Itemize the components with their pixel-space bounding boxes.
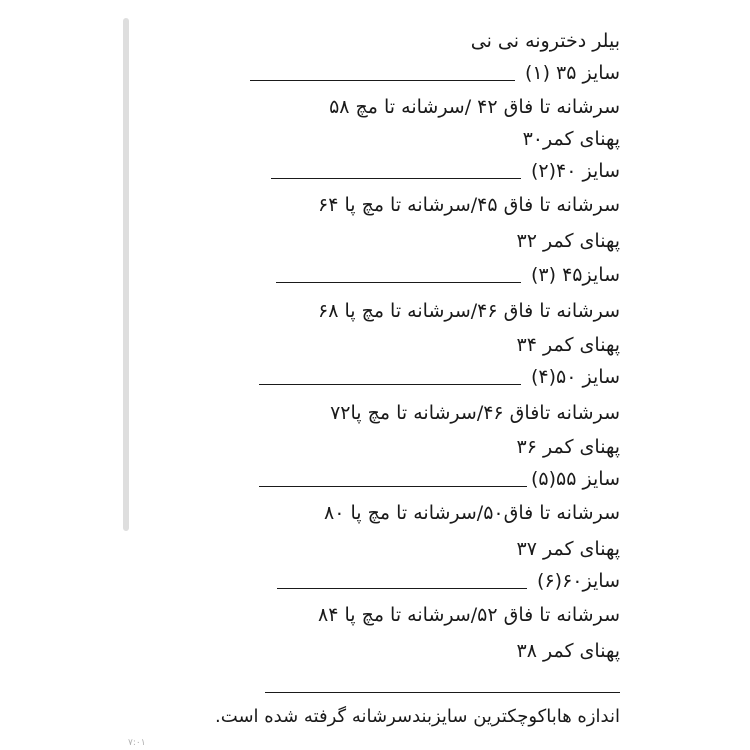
size-4-label: سایز ۵۰(۴) <box>530 366 620 388</box>
size-1-rule <box>250 80 515 81</box>
size-5-shoulder: سرشانه تا فاق۵۰/سرشانه تا مچ پا ۸۰ <box>324 502 620 524</box>
document-title: بیلر دخترونه نی نی <box>470 30 620 52</box>
size-5-rule <box>259 486 527 487</box>
scrollbar[interactable] <box>123 18 129 531</box>
size-6-label: سایز۶۰(۶) <box>537 570 620 592</box>
size-5-label: سایز ۵۵(۵) <box>530 468 620 490</box>
size-6-row <box>277 568 620 594</box>
size-2-shoulder: سرشانه تا فاق ۴۵/سرشانه تا مچ پا ۶۴ <box>318 194 620 216</box>
size-5-row <box>259 466 620 492</box>
size-1-row <box>250 60 620 86</box>
size-6-shoulder: سرشانه تا فاق ۵۲/سرشانه تا مچ پا ۸۴ <box>318 604 620 626</box>
size-2-rule <box>271 178 521 179</box>
footer-note: اندازه هاباکوچکترین سایزبندسرشانه گرفته شده است. <box>215 706 620 727</box>
size-2-label: سایز ۴۰(۲) <box>530 160 620 182</box>
size-3-row <box>276 262 620 288</box>
size-4-shoulder: سرشانه تافاق ۴۶/سرشانه تا مچ پا۷۲ <box>330 402 620 424</box>
size-1-shoulder: سرشانه تا فاق ۴۲ /سرشانه تا مچ ۵۸ <box>329 96 620 118</box>
size-3-rule <box>276 282 521 283</box>
footer-rule <box>265 692 620 693</box>
size-1-waist: پهنای کمر۳۰ <box>522 128 620 150</box>
size-5-waist: پهنای کمر ۳۷ <box>516 538 620 560</box>
size-3-label: سایز۴۵ (۳) <box>531 264 620 286</box>
size-4-waist: پهنای کمر ۳۶ <box>516 436 620 458</box>
size-4-row <box>259 364 620 390</box>
size-3-shoulder: سرشانه تا فاق ۴۶/سرشانه تا مچ پا ۶۸ <box>318 300 620 322</box>
size-4-rule <box>259 384 521 385</box>
size-2-row <box>271 158 620 184</box>
corner-timestamp: ۷:۰۱ <box>128 738 146 748</box>
size-6-waist: پهنای کمر ۳۸ <box>516 640 620 662</box>
size-6-rule <box>277 588 527 589</box>
size-2-waist: پهنای کمر ۳۲ <box>516 230 620 252</box>
size-1-label: سایز ۳۵ (۱) <box>524 62 620 84</box>
size-3-waist: پهنای کمر ۳۴ <box>516 334 620 356</box>
